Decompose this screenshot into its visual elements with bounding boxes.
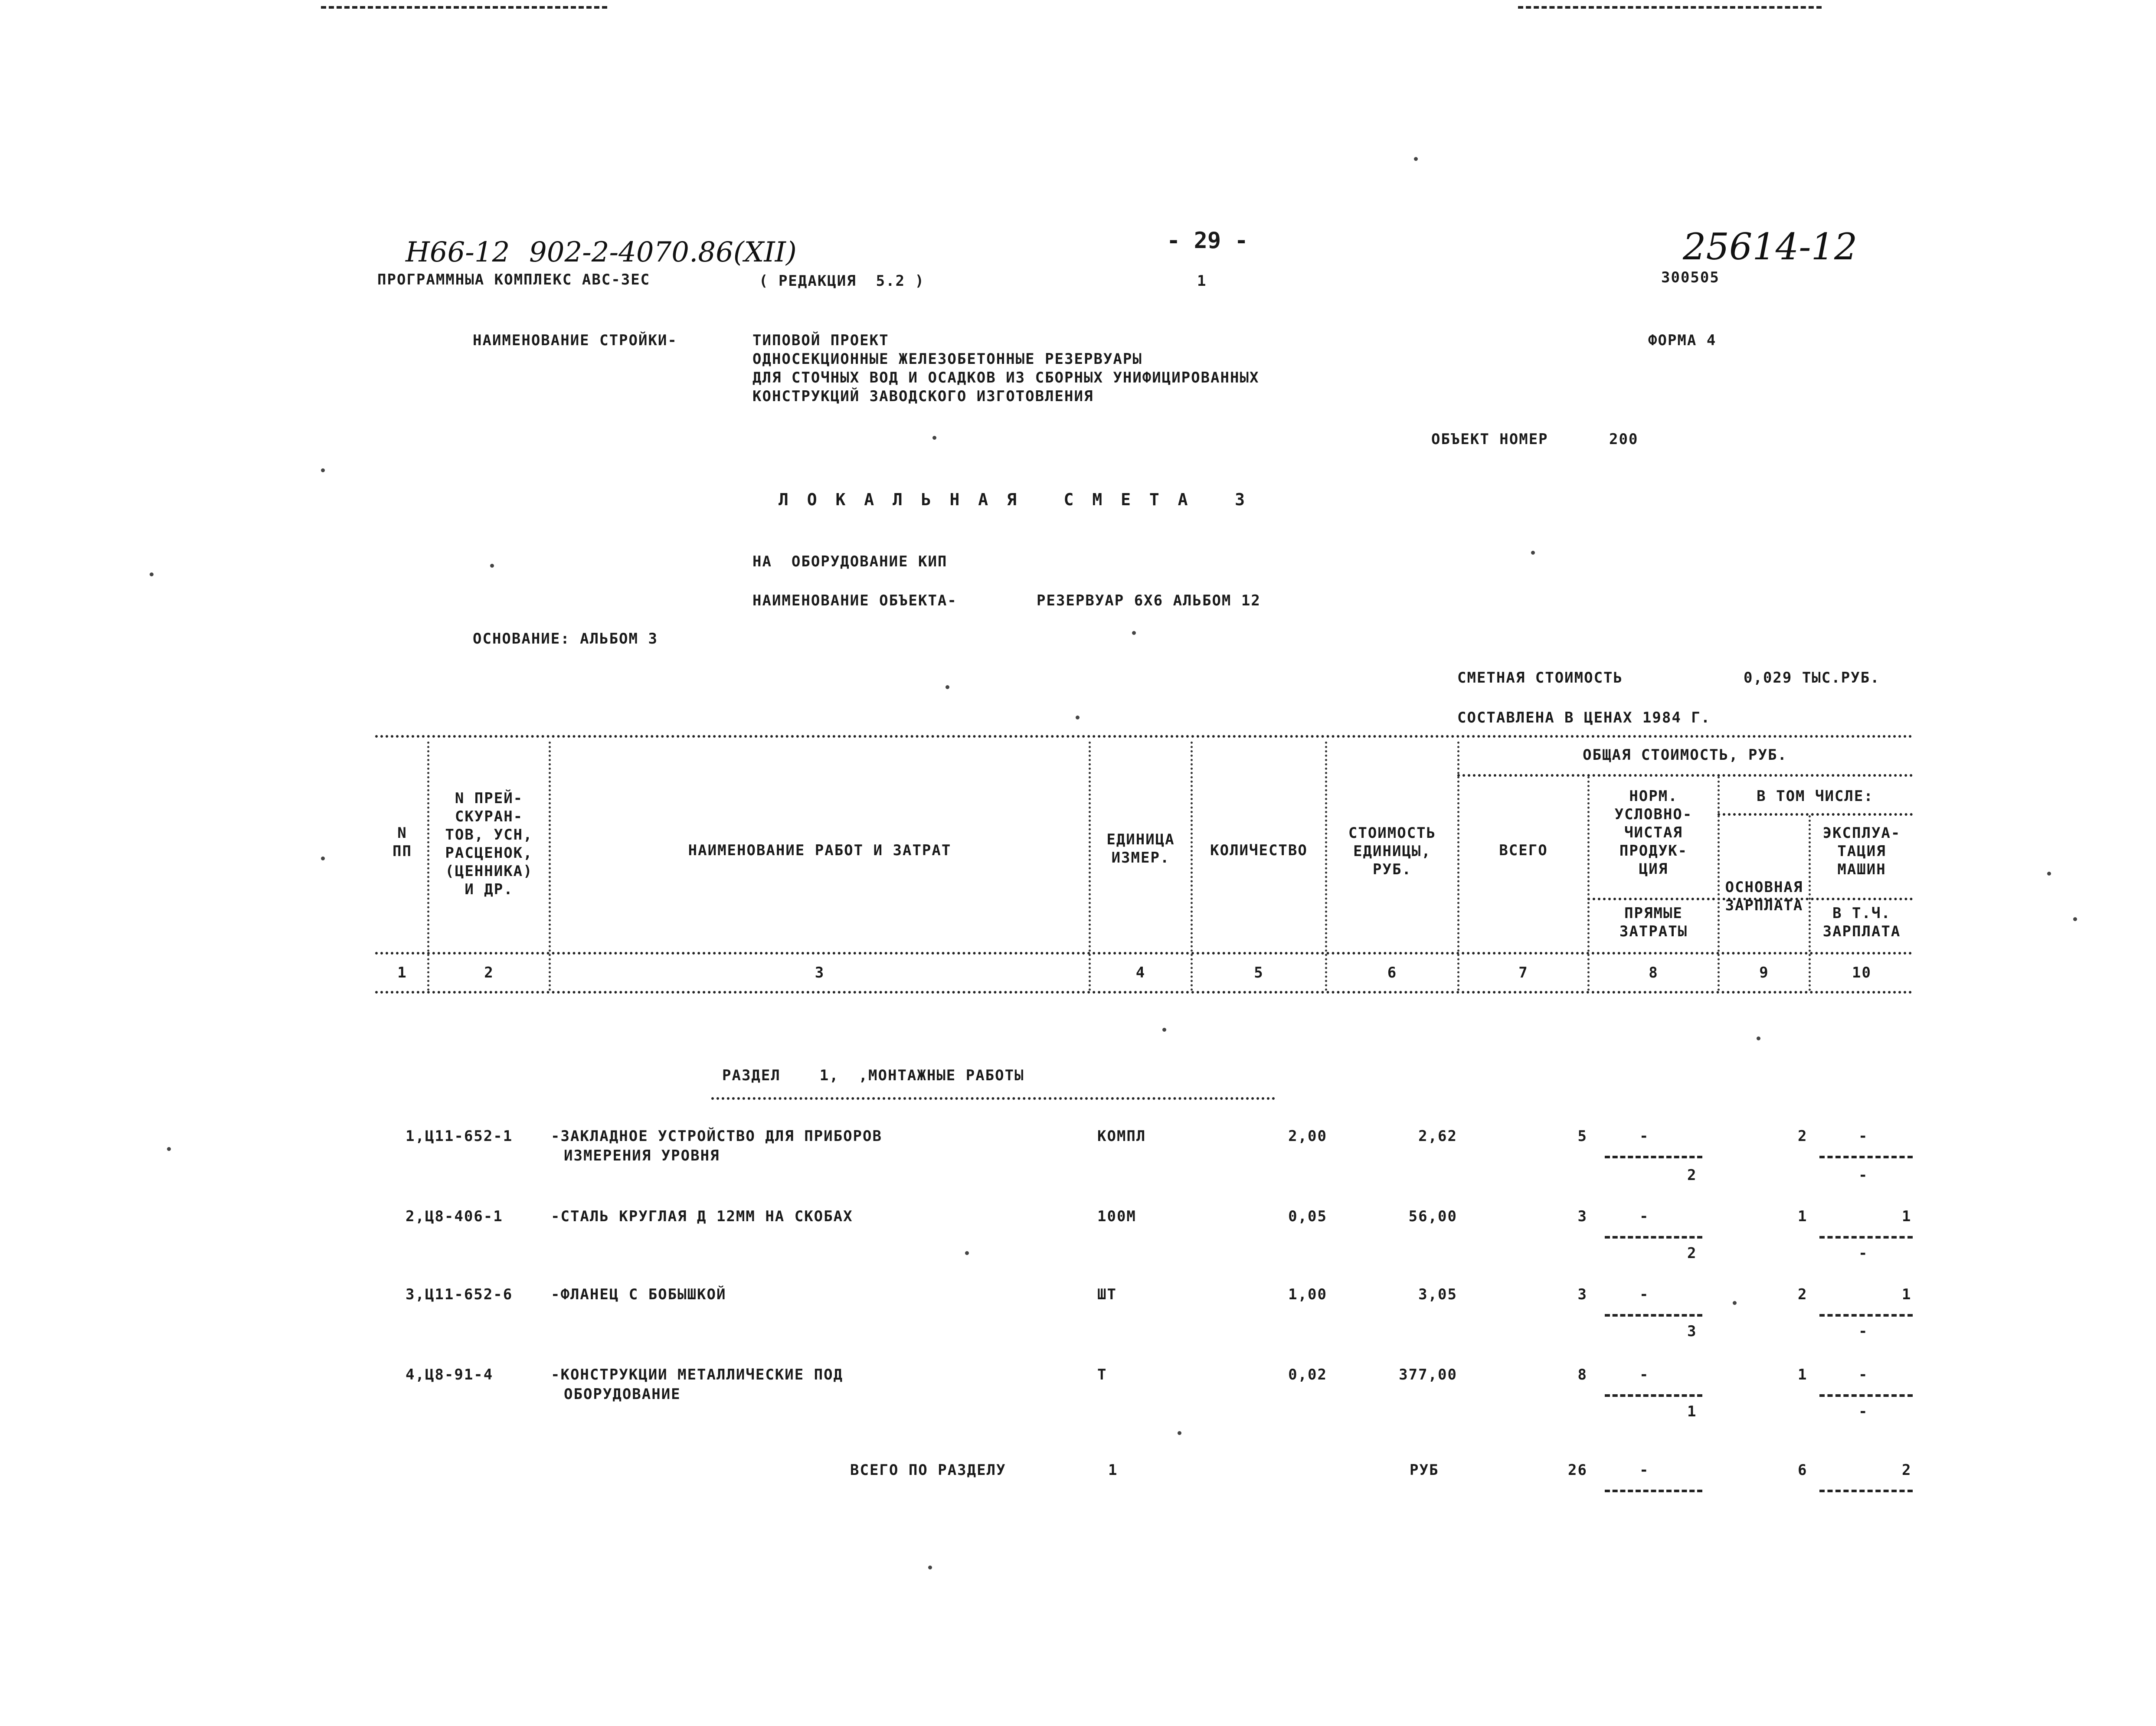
col-header-1: N ПП (393, 824, 412, 860)
row-col10-top: - (1858, 1366, 1868, 1383)
scan-speck (945, 685, 949, 689)
col-divider (1191, 742, 1193, 991)
row-unit-price: 3,05 (1418, 1286, 1457, 1303)
row-quantity: 2,00 (1288, 1128, 1327, 1145)
row-name: -ЗАКЛАДНОЕ УСТРОЙСТВО ДЛЯ ПРИБОРОВ (551, 1128, 882, 1145)
col-number-7: 7 (1518, 964, 1528, 981)
section-total-label: ВСЕГО ПО РАЗДЕЛУ (850, 1461, 1006, 1479)
scan-speck (321, 468, 325, 472)
row-unit-price: 2,62 (1418, 1128, 1457, 1145)
scan-speck (1531, 551, 1535, 555)
row-col9: 1 (1798, 1366, 1808, 1383)
col-header-10-bottom: В Т.Ч. ЗАРПЛАТА (1822, 905, 1901, 940)
row-col10-rule (1819, 1236, 1913, 1239)
construction-line-1: ТИПОВОЙ ПРОЕКТ (752, 332, 889, 349)
object-number: 200 (1609, 431, 1639, 448)
scan-speck (1132, 631, 1136, 635)
row-code: 4,Ц8-91-4 (406, 1366, 494, 1383)
section-total-col8: - (1639, 1461, 1649, 1479)
row-col8-rule (1605, 1394, 1702, 1397)
row-unit: КОМПЛ (1097, 1128, 1146, 1145)
row-col9: 2 (1798, 1286, 1808, 1303)
col-number-3: 3 (815, 964, 825, 981)
row-col8-bottom: 2 (1687, 1167, 1697, 1184)
estimate-subject: НА ОБОРУДОВАНИЕ КИП (752, 553, 948, 570)
estimate-title: Л О К А Л Ь Н А Я С М Е Т А 3 (779, 490, 1249, 509)
scan-speck (2047, 872, 2051, 876)
header-code: 300505 (1661, 269, 1720, 286)
col-number-8: 8 (1649, 964, 1659, 981)
section-total-col8-rule (1605, 1490, 1702, 1492)
col-number-9: 9 (1759, 964, 1769, 981)
row-name: -ФЛАНЕЦ С БОБЫШКОЙ (551, 1286, 726, 1303)
form-number: ФОРМА 4 (1648, 332, 1717, 349)
scan-speck (928, 1566, 932, 1569)
col-header-3: НАИМЕНОВАНИЕ РАБОТ И ЗАТРАТ (688, 842, 952, 859)
col-header-9: ОСНОВНАЯ ЗАРПЛАТА (1725, 879, 1803, 914)
row-unit: Т (1097, 1366, 1107, 1383)
section-total-col9: 6 (1798, 1461, 1808, 1479)
header-rule-group (1457, 774, 1913, 777)
row-name: -КОНСТРУКЦИИ МЕТАЛЛИЧЕСКИЕ ПОД (551, 1366, 844, 1383)
row-col10-top: - (1858, 1128, 1868, 1145)
cost-value: 0,029 ТЫС.РУБ. (1744, 669, 1880, 686)
row-col8-bottom: 2 (1687, 1245, 1697, 1262)
section-total-col10: 2 (1902, 1461, 1912, 1479)
scan-speck (321, 856, 325, 860)
row-code: 1,Ц11-652-1 (406, 1128, 513, 1145)
section-total-unit: РУБ (1410, 1461, 1439, 1479)
row-col10-top: 1 (1902, 1208, 1912, 1225)
row-col10-rule (1819, 1394, 1913, 1397)
cost-label: СМЕТНАЯ СТОИМОСТЬ (1457, 669, 1623, 686)
row-col8: - (1639, 1208, 1649, 1225)
section-total-number: 1 (1108, 1461, 1118, 1479)
col-header-4: ЕДИНИЦА ИЗМЕР. (1106, 831, 1175, 866)
construction-line-3: ДЛЯ СТОЧНЫХ ВОД И ОСАДКОВ ИЗ СБОРНЫХ УНИФИЦИРОВАННЫХ (752, 369, 1260, 386)
row-name-line2: ОБОРУДОВАНИЕ (564, 1386, 681, 1403)
col-header-8-top: НОРМ. УСЛОВНО- ЧИСТАЯ ПРОДУК- ЦИЯ (1614, 788, 1693, 878)
handwritten-code-left: Н66-12 (406, 236, 510, 268)
scan-speck (1757, 1036, 1760, 1040)
scan-speck (1162, 1028, 1166, 1032)
header-rule-top (375, 735, 1913, 738)
col-number-4: 4 (1135, 964, 1146, 981)
construction-line-2: ОДНОСЕКЦИОННЫЕ ЖЕЛЕЗОБЕТОННЫЕ РЕЗЕРВУАРЫ (752, 350, 1142, 368)
scan-speck (932, 436, 936, 440)
object-name: РЕЗЕРВУАР 6Х6 АЛЬБОМ 12 (1037, 592, 1261, 609)
row-col8: - (1639, 1366, 1649, 1383)
row-col10-bottom: - (1858, 1245, 1868, 1262)
construction-label: НАИМЕНОВАНИЕ СТРОЙКИ- (473, 332, 677, 349)
row-code: 2,Ц8-406-1 (406, 1208, 503, 1225)
row-unit: 100М (1097, 1208, 1136, 1225)
scan-speck (2073, 917, 2077, 921)
row-col8: - (1639, 1286, 1649, 1303)
col-header-7: ВСЕГО (1499, 842, 1548, 859)
row-unit-price: 377,00 (1399, 1366, 1457, 1383)
col-header-5: КОЛИЧЕСТВО (1210, 842, 1308, 859)
row-name: -СТАЛЬ КРУГЛАЯ Д 12ММ НА СКОБАХ (551, 1208, 853, 1225)
object-name-label: НАИМЕНОВАНИЕ ОБЪЕКТА- (752, 592, 957, 609)
scan-artifact-line (1518, 6, 1822, 9)
price-basis: СОСТАВЛЕНА В ЦЕНАХ 1984 Г. (1457, 709, 1711, 726)
row-col10-bottom: - (1858, 1167, 1868, 1184)
col-number-5: 5 (1254, 964, 1264, 981)
row-col10-rule (1819, 1156, 1913, 1158)
col-header-2: N ПРЕЙ- СКУРАН- ТОВ, УСН, РАСЦЕНОК, (ЦЕННИКА) И ДР. (445, 790, 533, 898)
row-col8-rule (1605, 1156, 1702, 1158)
row-total: 3 (1577, 1208, 1587, 1225)
object-number-label: ОБЪЕКТ НОМЕР (1431, 431, 1548, 448)
row-col10-bottom: - (1858, 1403, 1868, 1420)
row-col8-bottom: 3 (1687, 1323, 1697, 1340)
scan-speck (1076, 716, 1080, 719)
row-total: 3 (1577, 1286, 1587, 1303)
sheet-number: 1 (1197, 272, 1207, 290)
row-col8-rule (1605, 1314, 1702, 1317)
row-total: 5 (1577, 1128, 1587, 1145)
row-col10-rule (1819, 1314, 1913, 1317)
col-number-2: 2 (484, 964, 494, 981)
row-quantity: 0,02 (1288, 1366, 1327, 1383)
program-name: ПРОГРАММНЫА КОМПЛЕКС АВС-ЗЕС (377, 271, 651, 288)
handwritten-project-code: 902-2-4070.86(XII) (529, 236, 797, 268)
row-quantity: 0,05 (1288, 1208, 1327, 1225)
number-row-rule (375, 991, 1913, 994)
col-header-10-top: ЭКСПЛУА- ТАЦИЯ МАШИН (1822, 824, 1901, 878)
col-group-incl: В ТОМ ЧИСЛЕ: (1757, 788, 1874, 805)
row-col10-bottom: - (1858, 1323, 1868, 1340)
handwritten-code-right: 25614-12 (1683, 226, 1858, 268)
col-number-10: 10 (1852, 964, 1871, 981)
page-number: - 29 - (1167, 228, 1248, 254)
scan-speck (965, 1251, 969, 1255)
section-total-value: 26 (1568, 1461, 1587, 1479)
edition: ( РЕДАКЦИЯ 5.2 ) (759, 272, 925, 290)
col-header-6: СТОИМОСТЬ ЕДИНИЦЫ, РУБ. (1348, 824, 1436, 878)
col-number-6: 6 (1387, 964, 1397, 981)
row-code: 3,Ц11-652-6 (406, 1286, 513, 1303)
row-col8-bottom: 1 (1687, 1403, 1697, 1420)
scan-speck (1178, 1431, 1181, 1435)
col-header-8-bottom: ПРЯМЫЕ ЗАТРАТЫ (1619, 905, 1688, 940)
basis: ОСНОВАНИЕ: АЛЬБОМ 3 (473, 630, 658, 647)
row-total: 8 (1577, 1366, 1587, 1383)
col-divider (1457, 742, 1459, 991)
row-col9: 2 (1798, 1128, 1808, 1145)
section-underline (711, 1097, 1275, 1100)
header-rule-incl (1718, 813, 1913, 816)
col-number-1: 1 (397, 964, 407, 981)
row-name-line2: ИЗМЕРЕНИЯ УРОВНЯ (564, 1147, 720, 1164)
row-col9: 1 (1798, 1208, 1808, 1225)
col-group-total: ОБЩАЯ СТОИМОСТЬ, РУБ. (1583, 746, 1787, 764)
scan-speck (490, 564, 494, 568)
row-unit-price: 56,00 (1408, 1208, 1457, 1225)
row-unit: ШТ (1097, 1286, 1117, 1303)
row-col10-top: 1 (1902, 1286, 1912, 1303)
section-total-col10-rule (1819, 1490, 1913, 1492)
row-col8-rule (1605, 1236, 1702, 1239)
section-title: РАЗДЕЛ 1, ,МОНТАЖНЫЕ РАБОТЫ (722, 1067, 1024, 1084)
construction-line-4: КОНСТРУКЦИЙ ЗАВОДСКОГО ИЗГОТОВЛЕНИЯ (752, 388, 1094, 405)
scan-speck (150, 572, 154, 576)
scan-speck (1733, 1301, 1737, 1305)
scan-artifact-line (321, 6, 607, 9)
row-col8: - (1639, 1128, 1649, 1145)
col-divider (549, 742, 551, 991)
row-quantity: 1,00 (1288, 1286, 1327, 1303)
scan-speck (1414, 157, 1418, 161)
scan-speck (167, 1147, 171, 1151)
header-rule-bottom (375, 952, 1913, 955)
